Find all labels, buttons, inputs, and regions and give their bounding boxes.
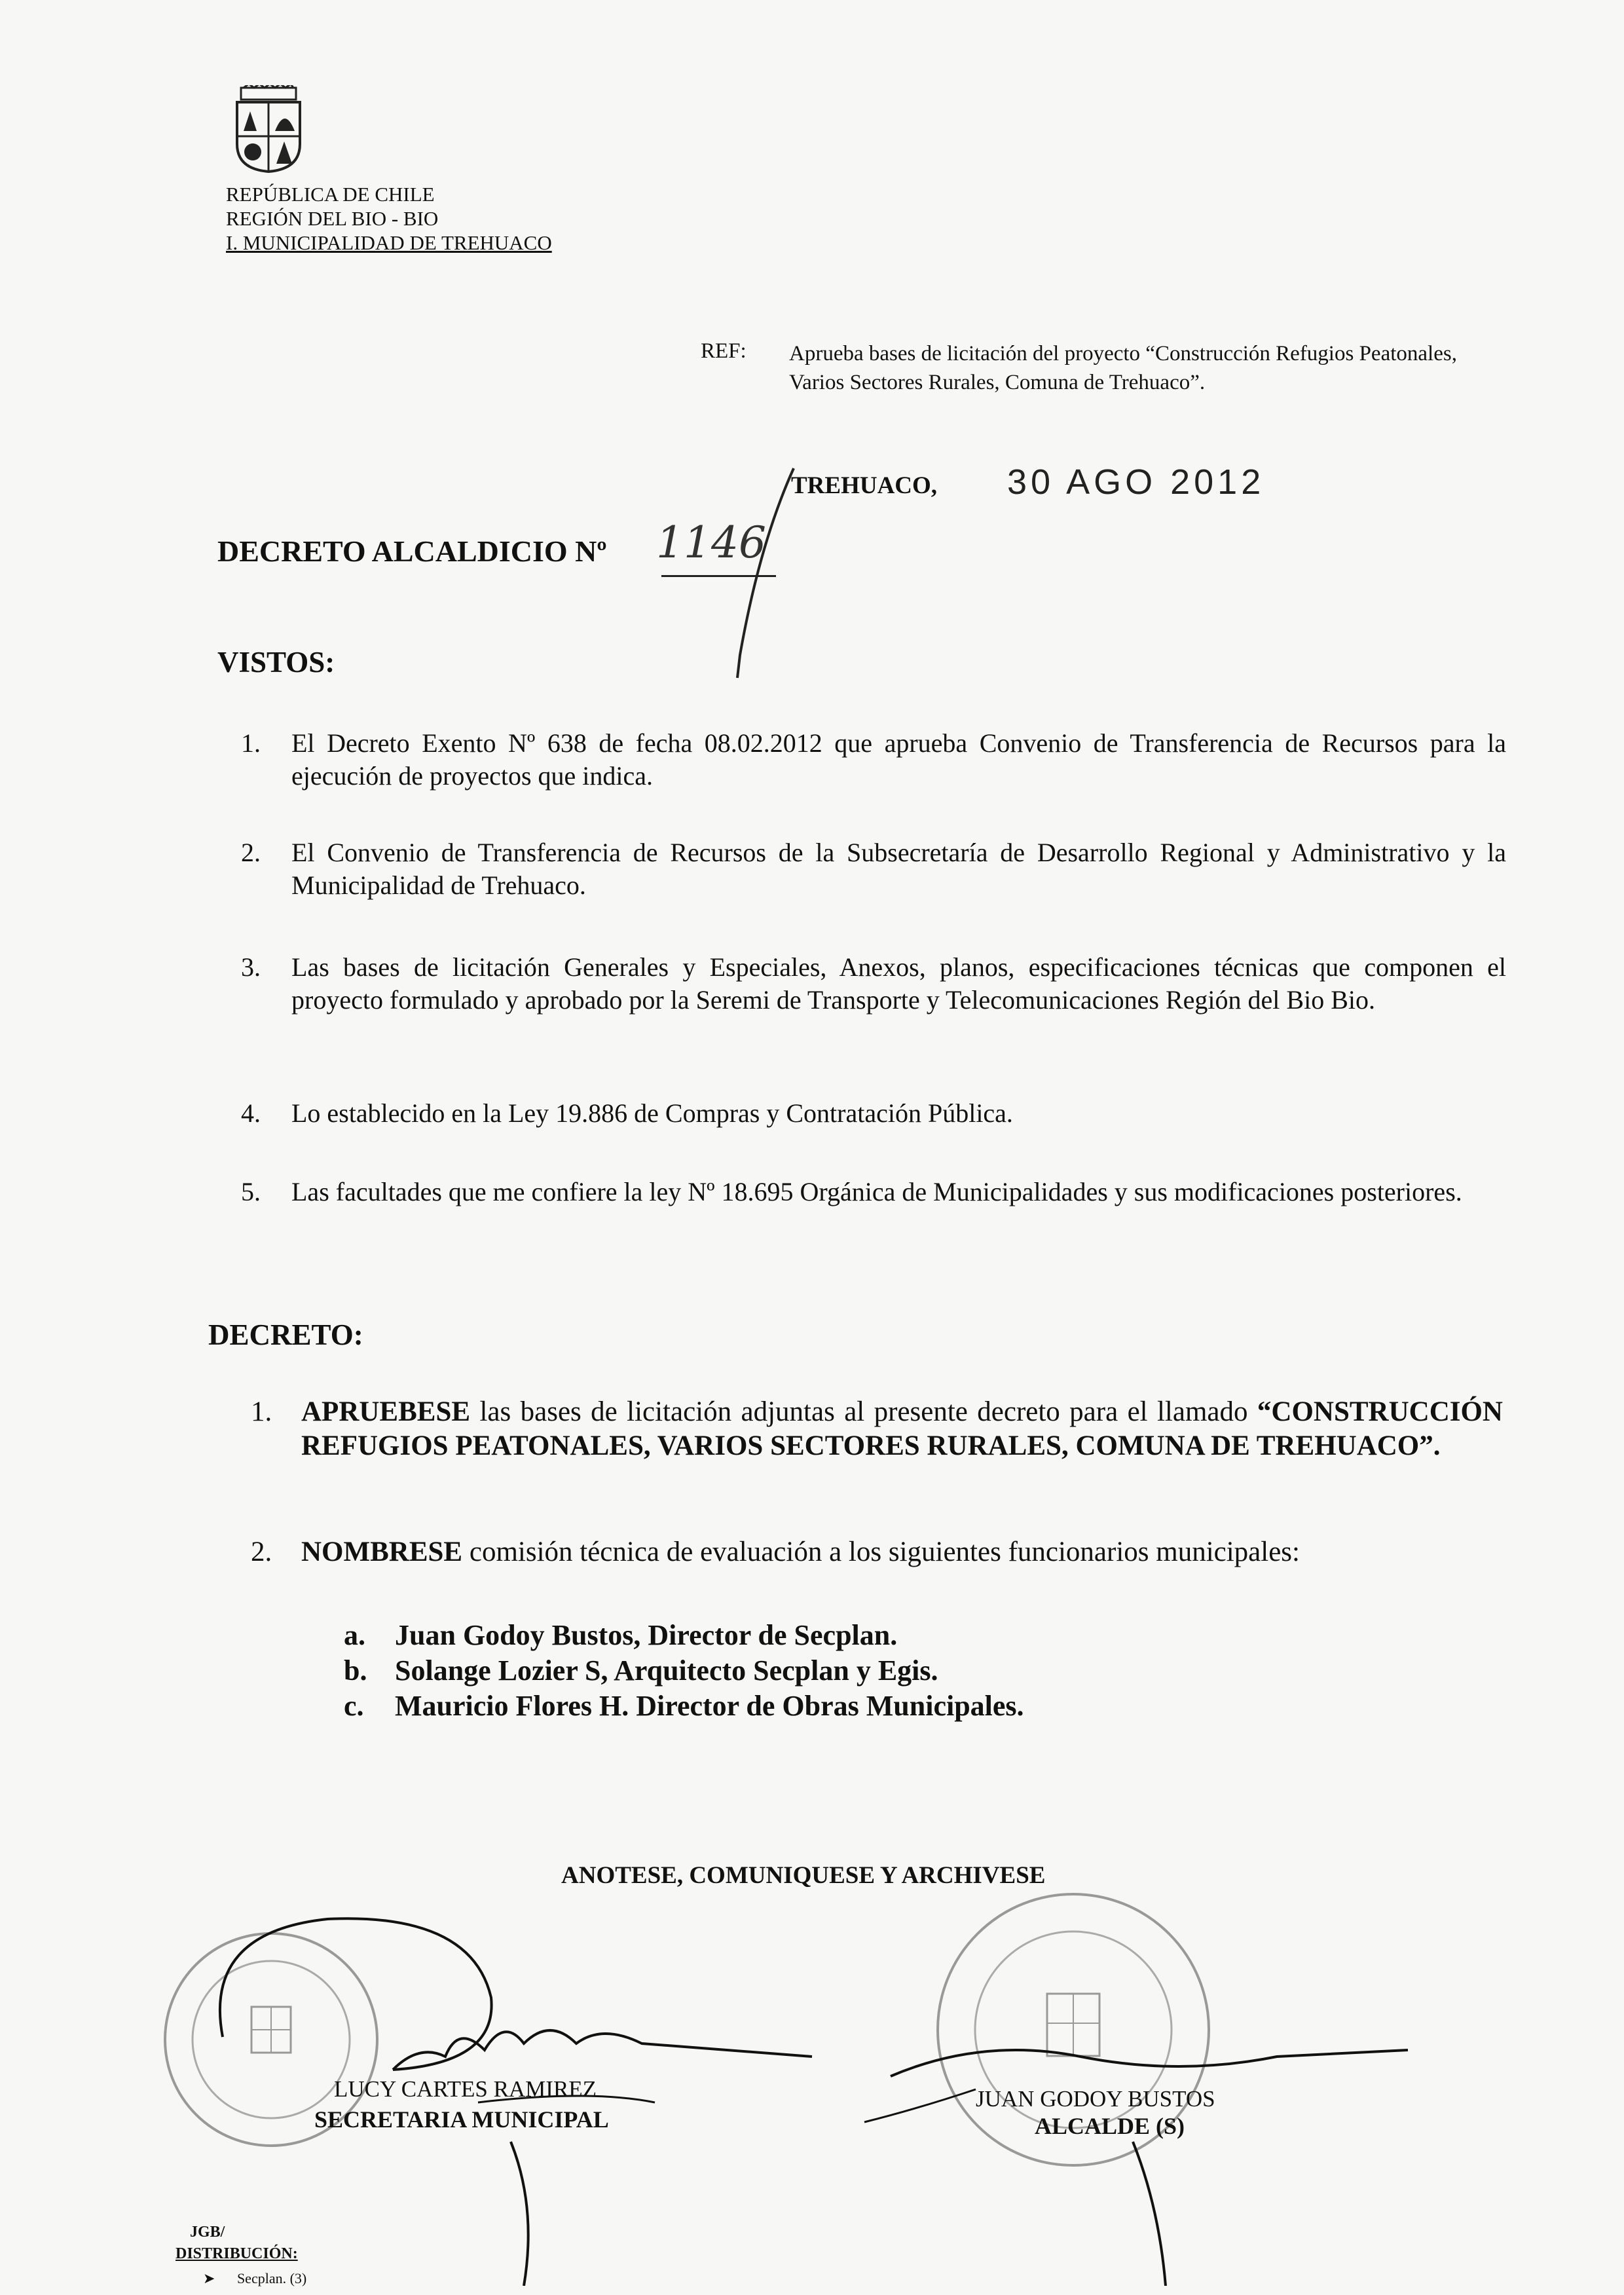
issuer-header (226, 182, 552, 255)
vistos-item-text: El Decreto Exento Nº 638 de fecha 08.02.2012 que aprueba Convenio de Transferencia de Recursos para la ejecución de proyectos que indica. (291, 728, 1506, 791)
member-text: Solange Lozier S, Arquitecto Secplan y Egis. (395, 1654, 938, 1687)
date-stamp: 30 AGO 2012 (1007, 462, 1265, 502)
vistos-item-text: Las bases de licitación Generales y Especiales, Anexos, planos, especificaciones técnicas que componen el proyecto formulado y aprobado por la Seremi de Transporte y Telecomunicaciones Región del Bio Bio. (291, 952, 1506, 1015)
vistos-item-number: 2. (241, 838, 261, 867)
vistos-item (241, 951, 1506, 1017)
vistos-item-number: 3. (241, 952, 261, 982)
member-text: Juan Godoy Bustos, Director de Secplan. (395, 1619, 898, 1651)
list-item (344, 1618, 1024, 1653)
arrow-bullet-icon: ➤ (203, 2270, 215, 2286)
distribution-label: DISTRIBUCIÓN: (175, 2245, 298, 2262)
decreto-item-text (301, 1536, 1503, 1569)
mayor-title: ALCALDE (S) (1035, 2113, 1185, 2139)
decreto-heading: DECRETO: (208, 1318, 363, 1351)
municipality-line: I. MUNICIPALIDAD DE TREHUACO (226, 231, 552, 254)
decreto-item-number: 2. (251, 1537, 272, 1567)
member-text: Mauricio Flores H. Director de Obras Municipales. (395, 1690, 1024, 1722)
vistos-heading: VISTOS: (217, 646, 335, 679)
vistos-item (241, 1097, 1506, 1130)
region-line: REGIÓN DEL BIO - BIO (226, 207, 439, 230)
member-letter: a. (344, 1619, 365, 1651)
decree-title: DECRETO ALCALDICIO Nº (217, 534, 607, 568)
approve-text: las bases de licitación adjuntas al presente decreto para el llamado (470, 1396, 1257, 1427)
reference-label: REF: (701, 339, 747, 363)
distribution-item-text: Secplan. (3) (236, 2270, 307, 2286)
vistos-item-number: 1. (241, 728, 261, 758)
vistos-item-number: 5. (241, 1177, 261, 1206)
decreto-item-appoint (251, 1536, 1503, 1569)
secretary-title: SECRETARIA MUNICIPAL (314, 2106, 609, 2133)
decreto-item-text (301, 1395, 1503, 1463)
vistos-item (241, 727, 1506, 793)
reference-text: Aprueba bases de licitación del proyecto “Construcción Refugios Peatonales, Varios Sectores Rurales, Comuna de Trehuaco”. (789, 342, 1457, 394)
mayor-name: JUAN GODOY BUSTOS (976, 2086, 1215, 2112)
handwritten-slash-mark (720, 465, 799, 681)
distribution-item (203, 2270, 306, 2287)
commission-members-list (344, 1618, 1024, 1724)
vistos-item-text: Las facultades que me confiere la ley Nº 18.695 Orgánica de Municipalidades y sus modificaciones posteriores. (291, 1177, 1462, 1206)
coat-of-arms-logo (229, 85, 308, 174)
author-initials: JGB/ (190, 2224, 225, 2241)
vistos-item-text: El Convenio de Transferencia de Recursos de la Subsecretaría de Desarrollo Regional y Administrativo y la Municipalidad de Trehuaco. (291, 838, 1506, 900)
place-label: TREHUACO, (791, 472, 938, 499)
list-item (344, 1653, 1024, 1689)
secretary-name: LUCY CARTES RAMIREZ (334, 2076, 597, 2102)
appoint-text: comisión técnica de evaluación a los siguientes funcionarios municipales: (462, 1537, 1300, 1567)
closing-formula: ANOTESE, COMUNIQUESE Y ARCHIVESE (561, 1862, 1046, 1889)
project-name: “CONSTRUCCIÓN REFUGIOS PEATONALES, VARIOS SECTORES RURALES, COMUNA DE TREHUACO”. (301, 1396, 1503, 1461)
member-letter: b. (344, 1654, 367, 1687)
approve-keyword: APRUEBESE (301, 1396, 471, 1427)
vistos-item (241, 1176, 1506, 1208)
decreto-item-approve (251, 1395, 1503, 1463)
appoint-keyword: NOMBRESE (301, 1537, 463, 1567)
list-item (344, 1689, 1024, 1724)
decree-number-handwritten: 1146 (656, 517, 766, 568)
member-letter: c. (344, 1690, 364, 1722)
vistos-item-number: 4. (241, 1098, 261, 1128)
country-line: REPÚBLICA DE CHILE (226, 183, 435, 206)
vistos-item (241, 836, 1506, 902)
vistos-item-text: Lo establecido en la Ley 19.886 de Compras y Contratación Pública. (291, 1098, 1013, 1128)
decreto-item-number: 1. (251, 1396, 272, 1427)
